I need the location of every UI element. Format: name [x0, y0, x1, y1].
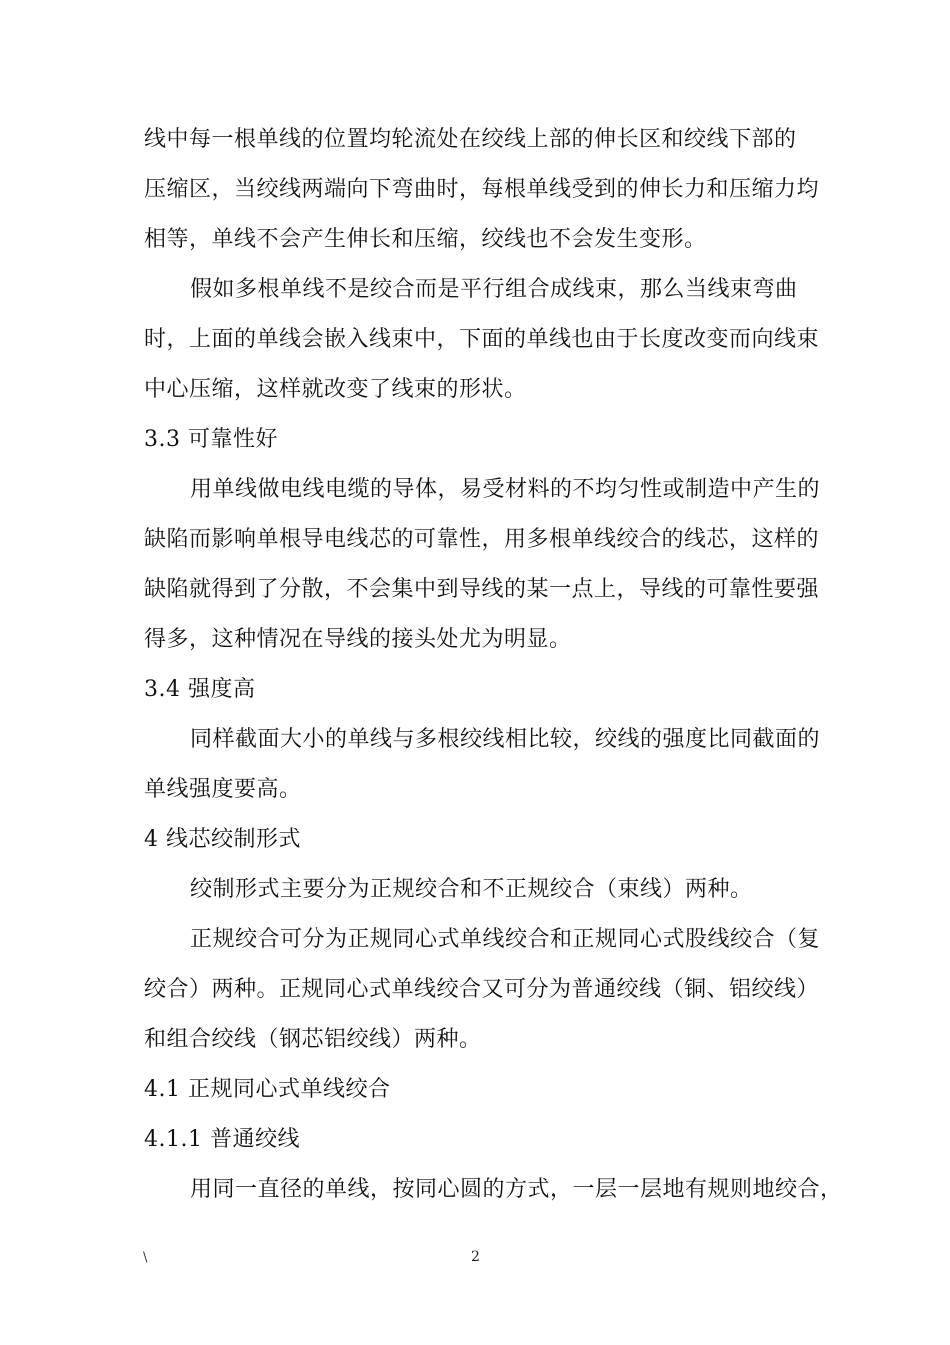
paragraph-line: 用单线做电线电缆的导体，易受材料的不均匀性或制造中产生的	[190, 477, 821, 502]
paragraph-line: 缺陷而影响单根导电线芯的可靠性，用多根单线绞合的线芯，这样的	[144, 527, 820, 552]
subsection-heading: 4.1.1 普通绞线	[144, 1127, 300, 1152]
paragraph-line: 相等，单线不会产生伸长和压缩，绞线也不会发生变形。	[144, 227, 707, 252]
paragraph-line: 正规绞合可分为正规同心式单线绞合和正规同心式股线绞合（复	[190, 927, 821, 952]
paragraph-line: 假如多根单线不是绞合而是平行组合成线束，那么当线束弯曲	[190, 277, 798, 302]
paragraph-line: 绞制形式主要分为正规绞合和不正规绞合（束线）两种。	[190, 877, 753, 902]
paragraph-line: 得多，这种情况在导线的接头处尤为明显。	[144, 627, 572, 652]
section-heading: 4 线芯绞制形式	[144, 827, 301, 852]
section-heading: 4.1 正规同心式单线绞合	[144, 1077, 391, 1102]
page-number: 2	[471, 1249, 480, 1265]
paragraph-line: 中心压缩，这样就改变了线束的形状。	[144, 377, 527, 402]
paragraph-line: 同样截面大小的单线与多根绞线相比较，绞线的强度比同截面的	[190, 727, 821, 752]
section-heading: 3.4 强度高	[144, 677, 256, 702]
paragraph-line: 压缩区，当绞线两端向下弯曲时，每根单线受到的伸长力和压缩力均	[144, 177, 820, 202]
paragraph-line: 用同一直径的单线，按同心圆的方式，一层一层地有规则地绞合，	[190, 1177, 843, 1202]
section-heading: 3.3 可靠性好	[144, 427, 278, 452]
paragraph-line: 和组合绞线（钢芯铝绞线）两种。	[144, 1027, 482, 1052]
paragraph-line: 线中每一根单线的位置均轮流处在绞线上部的伸长区和绞线下部的	[144, 127, 797, 152]
footer-mark: \	[143, 1250, 148, 1265]
paragraph-line: 绞合）两种。正规同心式单线绞合又可分为普通绞线（铜、铝绞线）	[144, 977, 820, 1002]
paragraph-line: 缺陷就得到了分散，不会集中到导线的某一点上，导线的可靠性要强	[144, 577, 820, 602]
paragraph-line: 时，上面的单线会嵌入线束中，下面的单线也由于长度改变而向线束	[144, 327, 820, 352]
paragraph-line: 单线强度要高。	[144, 777, 302, 802]
